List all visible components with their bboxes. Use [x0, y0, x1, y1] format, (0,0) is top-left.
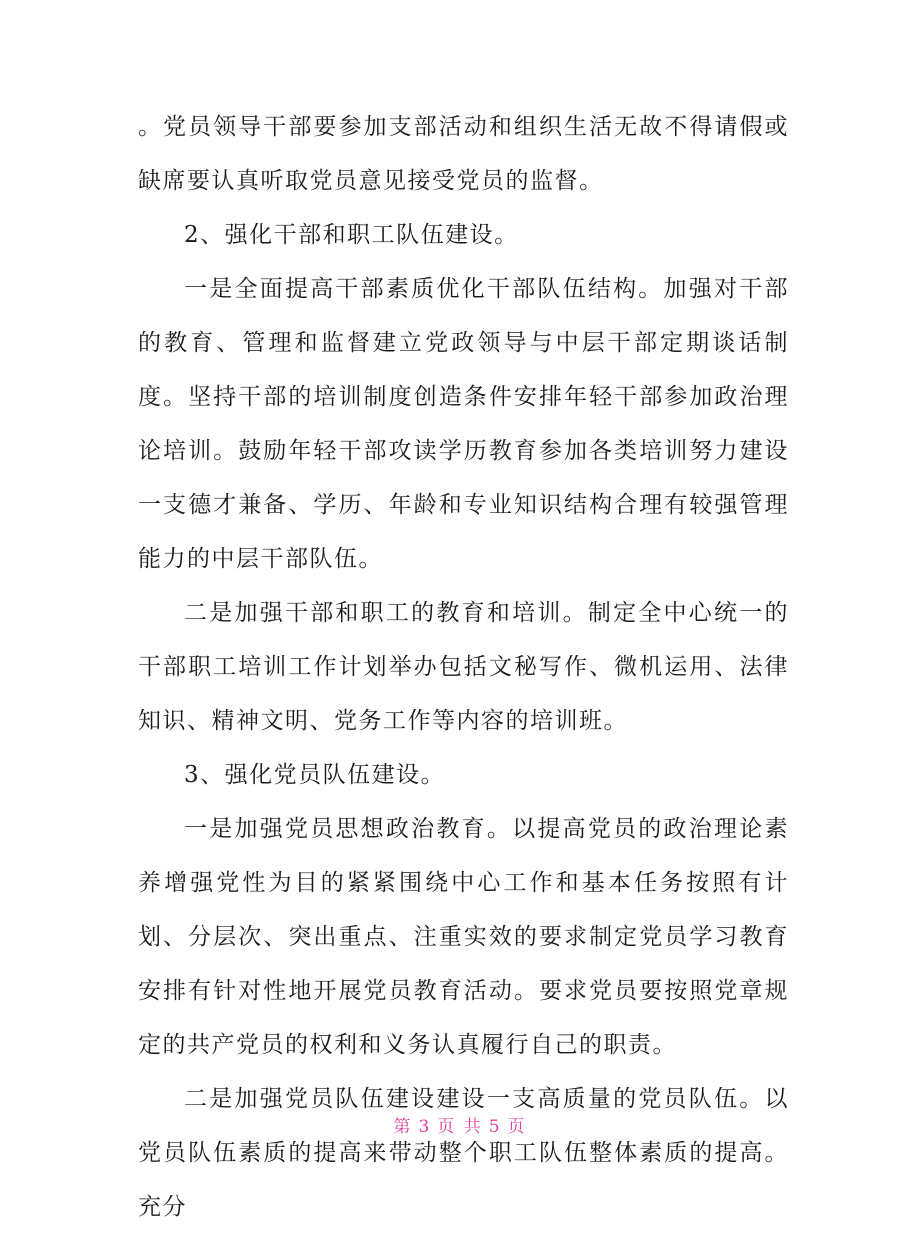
total-pages-number: 5: [488, 1117, 502, 1137]
heading-section-2: 2、强化干部和职工队伍建设。: [184, 222, 519, 248]
current-page-number: 3: [418, 1117, 432, 1137]
heading-section-3: 3、强化党员队伍建设。: [184, 762, 446, 788]
paragraph-cadre-training: 二是加强干部和职工的教育和培训。制定全中心统一的干部职工培训工作计划举办包括文秘写作、微机运用、法律知识、精神文明、党务工作等内容的培训班。: [138, 600, 789, 734]
paragraph-party-education: 一是加强党员思想政治教育。以提高党员的政治理论素养增强党性为目的紧紧围绕中心工作和基本任务按照有计划、分层次、突出重点、注重实效的要求制定党员学习教育安排有针对性地开展党员教育活动。要求党员要按照党章规定的共产党员的权利和义务认真履行自己的职责。: [138, 816, 789, 1058]
paragraph-1: 。党员领导干部要参加支部活动和组织生活无故不得请假或缺席要认真听取党员意见接受党员的监督。: [138, 114, 789, 194]
document-body: [138, 100, 789, 1234]
paragraph-party-team: 二是加强党员队伍建设建设一支高质量的党员队伍。以党员队伍素质的提高来带动整个职工队伍整体素质的提高。充分: [138, 1086, 789, 1220]
page-label-prefix: 第: [393, 1117, 413, 1137]
paragraph-cadre-quality: 一是全面提高干部素质优化干部队伍结构。加强对干部的教育、管理和监督建立党政领导与中层干部定期谈话制度。坚持干部的培训制度创造条件安排年轻干部参加政治理论培训。鼓励年轻干部攻读学历教育参加各类培训努力建设一支德才兼备、学历、年龄和专业知识结构合理有较强管理能力的中层干部队伍。: [138, 276, 789, 572]
page-label-suffix: 页: [507, 1117, 527, 1137]
page-footer: [0, 1112, 920, 1137]
page-label-mid: 页 共: [437, 1117, 483, 1137]
